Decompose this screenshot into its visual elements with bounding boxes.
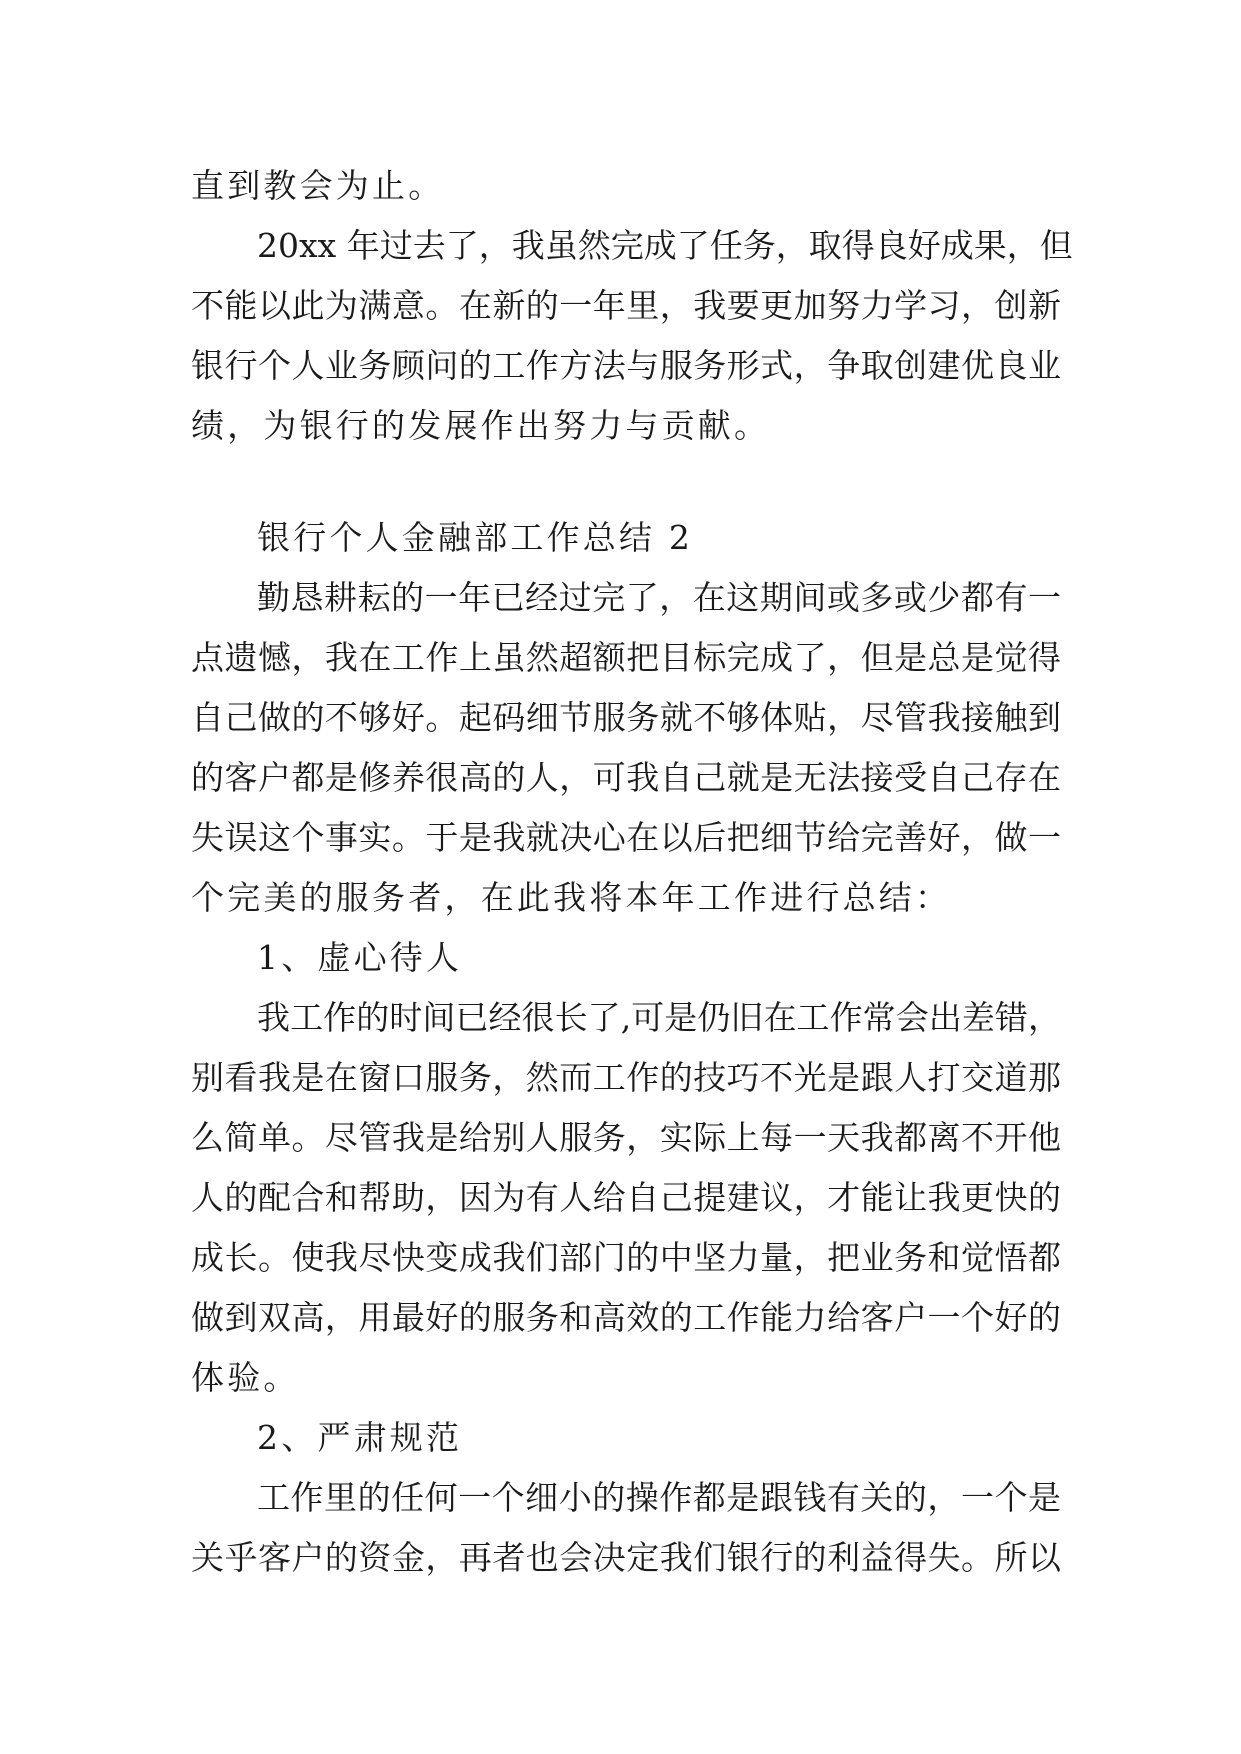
paragraph-line: 工作里的任何一个细小的操作都是跟钱有关的，一个是 bbox=[257, 1478, 1061, 1517]
paragraph-line: 点遗憾，我在工作上虽然超额把目标完成了，但是总是觉得 bbox=[191, 638, 1061, 677]
paragraph-line: 自己做的不够好。起码细节服务就不够体贴，尽管我接触到 bbox=[191, 698, 1061, 737]
paragraph-line: 人的配合和帮助，因为有人给自己提建议，才能让我更快的 bbox=[191, 1178, 1061, 1217]
subsection-heading: 1、虚心待人 bbox=[257, 938, 463, 977]
paragraph-line: 绩，为银行的发展作出努力与贡献。 bbox=[191, 406, 771, 445]
paragraph-line: 做到双高，用最好的服务和高效的工作能力给客户一个好的 bbox=[191, 1298, 1061, 1337]
paragraph-line: 银行个人业务顾问的工作方法与服务形式，争取创建优良业 bbox=[191, 346, 1061, 385]
paragraph-line: 我工作的时间已经很长了,可是仍旧在工作常会出差错， bbox=[257, 998, 1061, 1037]
section-heading: 银行个人金融部工作总结 2 bbox=[257, 518, 694, 557]
paragraph-line: 关乎客户的资金，再者也会决定我们银行的利益得失。所以 bbox=[191, 1538, 1061, 1577]
paragraph-line: 体验。 bbox=[191, 1358, 300, 1397]
paragraph-line: 20xx 年过去了，我虽然完成了任务，取得良好成果，但 bbox=[257, 226, 1073, 265]
paragraph-line: 的客户都是修养很高的人，可我自己就是无法接受自己存在 bbox=[191, 758, 1061, 797]
paragraph-line: 别看我是在窗口服务，然而工作的技巧不光是跟人打交道那 bbox=[191, 1058, 1061, 1097]
paragraph-line: 成长。使我尽快变成我们部门的中坚力量，把业务和觉悟都 bbox=[191, 1238, 1061, 1277]
paragraph-line: 么简单。尽管我是给别人服务，实际上每一天我都离不开他 bbox=[191, 1118, 1061, 1157]
subsection-heading: 2、严肃规范 bbox=[257, 1418, 463, 1457]
paragraph-line: 不能以此为满意。在新的一年里，我要更加努力学习，创新 bbox=[191, 286, 1061, 325]
paragraph-line: 勤恳耕耘的一年已经过完了，在这期间或多或少都有一 bbox=[257, 578, 1061, 617]
paragraph-line: 失误这个事实。于是我就决心在以后把细节给完善好，做一 bbox=[191, 818, 1061, 857]
paragraph-line: 个完美的服务者，在此我将本年工作进行总结： bbox=[191, 878, 952, 917]
paragraph-line: 直到教会为止。 bbox=[191, 166, 445, 205]
